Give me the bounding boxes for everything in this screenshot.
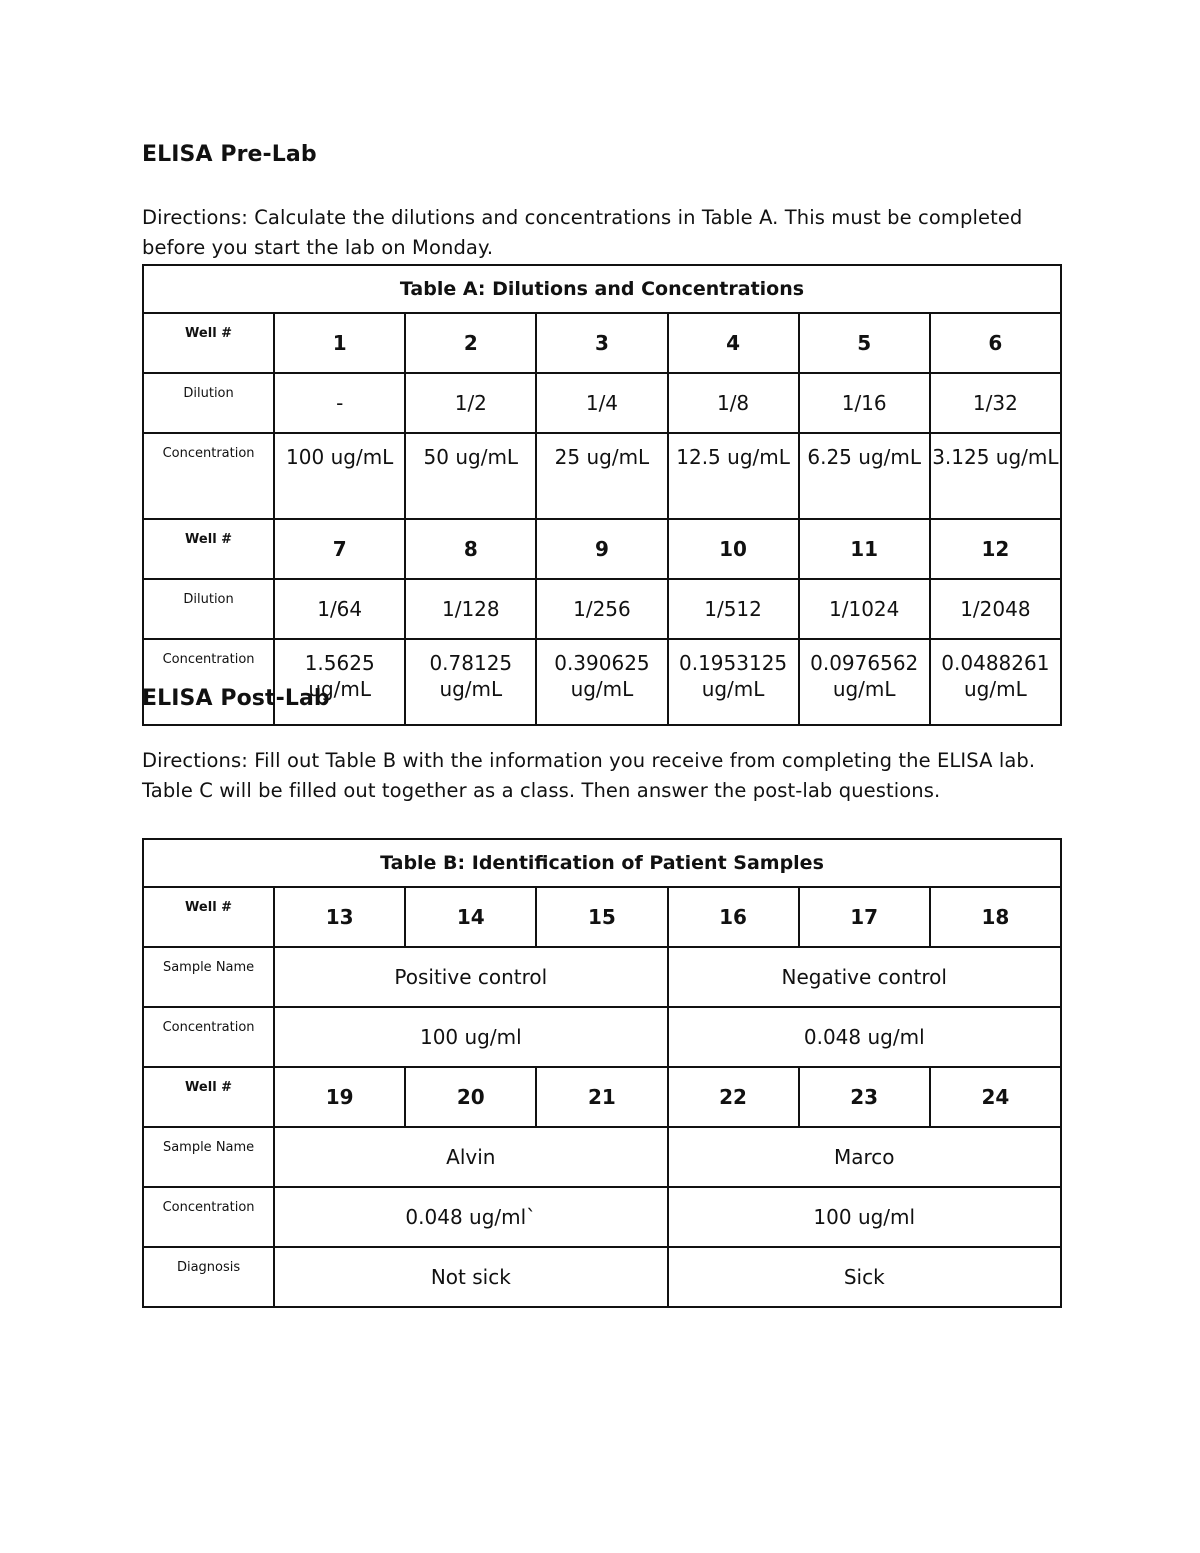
row-label-well: Well # [143, 887, 274, 947]
dilution-cell: 1/16 [799, 373, 930, 433]
dilution-cell: - [274, 373, 405, 433]
well-number: 1 [274, 313, 405, 373]
well-number: 12 [930, 519, 1061, 579]
concentration-cell: 0.78125 ug/mL [405, 639, 536, 725]
sample-name-cell: Positive control [274, 947, 667, 1007]
concentration-cell: 0.1953125 ug/mL [668, 639, 799, 725]
concentration-cell: 100 ug/ml [274, 1007, 667, 1067]
table-row [143, 639, 1061, 725]
well-number: 7 [274, 519, 405, 579]
table-row [143, 373, 1061, 433]
well-number: 18 [930, 887, 1061, 947]
well-number: 9 [536, 519, 667, 579]
row-label-well: Well # [143, 519, 274, 579]
well-number: 4 [668, 313, 799, 373]
concentration-cell: 0.048 ug/ml [668, 1007, 1062, 1067]
row-label-concentration: Concentration [143, 1007, 274, 1067]
concentration-cell: 6.25 ug/mL [799, 433, 930, 519]
row-label-dilution: Dilution [143, 373, 274, 433]
dilution-cell: 1/256 [536, 579, 667, 639]
well-number: 22 [668, 1067, 799, 1127]
table-row [143, 947, 1061, 1007]
well-number: 21 [536, 1067, 667, 1127]
well-number: 13 [274, 887, 405, 947]
dilution-cell: 1/512 [668, 579, 799, 639]
sample-name-cell: Alvin [274, 1127, 667, 1187]
concentration-cell: 3.125 ug/mL [930, 433, 1061, 519]
well-number: 5 [799, 313, 930, 373]
dilution-cell: 1/4 [536, 373, 667, 433]
well-number: 3 [536, 313, 667, 373]
pre-lab-directions: Directions: Calculate the dilutions and concentrations in Table A. This must be completed before you start the lab on Monday. [142, 206, 1023, 259]
well-number: 16 [668, 887, 799, 947]
concentration-cell: 100 ug/ml [668, 1187, 1062, 1247]
well-number: 17 [799, 887, 930, 947]
row-label-well: Well # [143, 1067, 274, 1127]
table-row [143, 313, 1061, 373]
row-label-dilution: Dilution [143, 579, 274, 639]
dilution-cell: 1/2048 [930, 579, 1061, 639]
pre-lab-heading: ELISA Pre-Lab [142, 142, 317, 167]
row-label-sample-name: Sample Name [143, 947, 274, 1007]
sample-name-cell: Marco [668, 1127, 1062, 1187]
diagnosis-cell: Not sick [274, 1247, 667, 1307]
post-lab-heading: ELISA Post-Lab [142, 686, 330, 711]
dilution-cell: 1/1024 [799, 579, 930, 639]
concentration-cell: 25 ug/mL [536, 433, 667, 519]
table-row [143, 1007, 1061, 1067]
table-b [142, 838, 1062, 1308]
concentration-cell: 0.048 ug/ml` [274, 1187, 667, 1247]
table-a [142, 264, 1062, 726]
well-number: 11 [799, 519, 930, 579]
dilution-cell: 1/8 [668, 373, 799, 433]
concentration-cell: 12.5 ug/mL [668, 433, 799, 519]
row-label-concentration: Concentration [143, 639, 274, 725]
table-row [143, 1187, 1061, 1247]
row-label-well: Well # [143, 313, 274, 373]
table-row [143, 887, 1061, 947]
table-row [143, 433, 1061, 519]
concentration-cell: 50 ug/mL [405, 433, 536, 519]
table-row [143, 1127, 1061, 1187]
sample-name-cell: Negative control [668, 947, 1062, 1007]
concentration-cell: 0.0488261 ug/mL [930, 639, 1061, 725]
well-number: 23 [799, 1067, 930, 1127]
well-number: 20 [405, 1067, 536, 1127]
well-number: 15 [536, 887, 667, 947]
dilution-cell: 1/128 [405, 579, 536, 639]
well-number: 24 [930, 1067, 1061, 1127]
table-row [143, 1247, 1061, 1307]
table-b-caption: Table B: Identification of Patient Samples [143, 839, 1061, 887]
well-number: 19 [274, 1067, 405, 1127]
well-number: 8 [405, 519, 536, 579]
diagnosis-cell: Sick [668, 1247, 1062, 1307]
row-label-concentration: Concentration [143, 433, 274, 519]
table-a-caption: Table A: Dilutions and Concentrations [143, 265, 1061, 313]
post-lab-directions: Directions: Fill out Table B with the information you receive from completing the ELISA lab. Table C will be filled out together as a class. Then answer the post-lab questions. [142, 749, 1036, 802]
well-number: 14 [405, 887, 536, 947]
dilution-cell: 1/32 [930, 373, 1061, 433]
concentration-cell: 0.390625 ug/mL [536, 639, 667, 725]
well-number: 6 [930, 313, 1061, 373]
row-label-concentration: Concentration [143, 1187, 274, 1247]
row-label-diagnosis: Diagnosis [143, 1247, 274, 1307]
table-row [143, 1067, 1061, 1127]
well-number: 10 [668, 519, 799, 579]
table-row [143, 579, 1061, 639]
dilution-cell: 1/2 [405, 373, 536, 433]
dilution-cell: 1/64 [274, 579, 405, 639]
concentration-cell: 1.5625 ug/mL [274, 639, 405, 725]
table-row [143, 519, 1061, 579]
concentration-cell: 100 ug/mL [274, 433, 405, 519]
concentration-cell: 0.0976562 ug/mL [799, 639, 930, 725]
row-label-sample-name: Sample Name [143, 1127, 274, 1187]
well-number: 2 [405, 313, 536, 373]
